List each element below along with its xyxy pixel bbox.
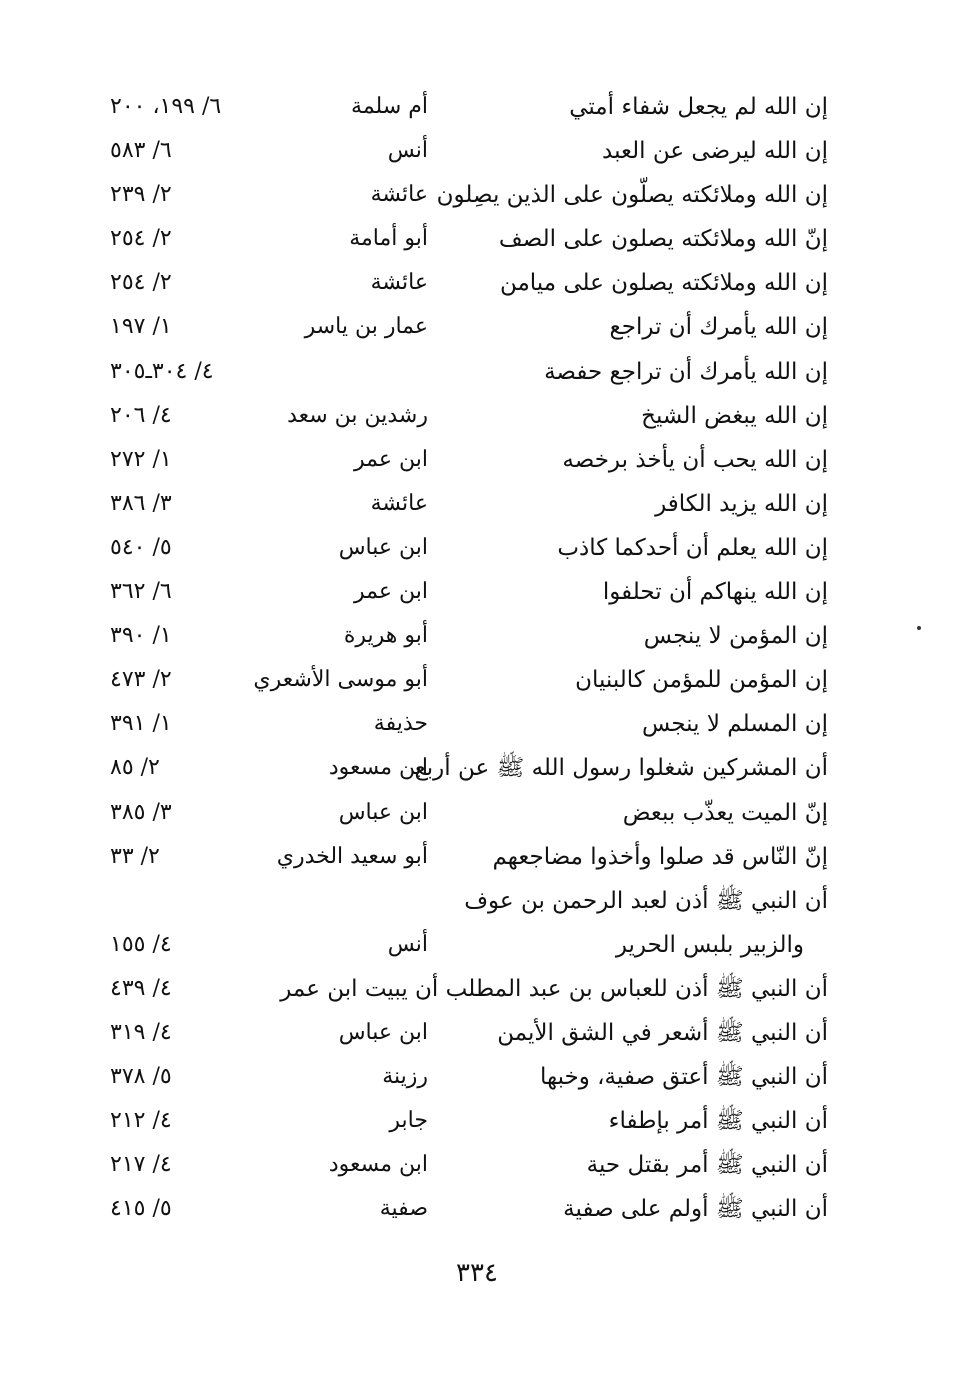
- volume-page-reference: ٦/ ٥٨٣: [110, 138, 172, 164]
- hadith-text: أن النبي ﷺ أذن لعبد الرحمن بن عوف: [464, 887, 828, 914]
- volume-page-reference: ٣/ ٣٨٥: [110, 799, 172, 825]
- volume-page-reference: ٥/ ٣٧٨: [110, 1064, 172, 1090]
- narrator-name: ابن مسعود: [328, 1152, 428, 1178]
- hadith-text: إن الله يأمرك أن تراجع: [609, 314, 828, 341]
- index-row: [0, 482, 954, 526]
- narrator-name: عائشة: [370, 490, 428, 516]
- hadith-text: إنّ الميت يعذّب ببعض: [622, 799, 828, 826]
- hadith-text: أن النبي ﷺ أمر بقتل حية: [586, 1152, 828, 1179]
- hadith-text: أن النبي ﷺ أعتق صفية، وخبها: [539, 1064, 828, 1091]
- index-row: [0, 1187, 954, 1231]
- index-row: [0, 173, 954, 217]
- index-row: [0, 305, 954, 349]
- narrator-name: حذيفة: [373, 711, 428, 737]
- volume-page-reference: ٤/ ١٥٥: [110, 931, 172, 957]
- volume-page-reference: ٥/ ٥٤٠: [110, 534, 172, 560]
- index-row: [0, 261, 954, 305]
- index-row: [0, 1143, 954, 1187]
- index-row: [0, 791, 954, 835]
- index-row: [0, 526, 954, 570]
- volume-page-reference: ٢/ ٣٣: [110, 843, 160, 869]
- volume-page-reference: ٢/ ٨٥: [110, 755, 160, 781]
- narrator-name: أنس: [387, 931, 428, 957]
- hadith-text: إن المسلم لا ينجس: [642, 711, 828, 738]
- narrator-name: رشدين بن سعد: [287, 402, 428, 428]
- narrator-name: عائشة: [370, 182, 428, 208]
- narrator-name: عمار بن ياسر: [304, 314, 428, 340]
- volume-page-reference: ٦/ ١٩٩، ٢٠٠: [110, 94, 222, 119]
- index-row: [0, 570, 954, 614]
- index-row: [0, 835, 954, 879]
- volume-page-reference: ٣/ ٣٨٦: [110, 490, 172, 516]
- index-row: [0, 879, 954, 923]
- index-row: [0, 1011, 954, 1055]
- hadith-text: إن الله وملائكته يصلّون على الذين يصِلون: [436, 182, 828, 209]
- narrator-name: عائشة: [370, 270, 428, 296]
- volume-page-reference: ١/ ٣٩٠: [110, 623, 172, 649]
- index-row: [0, 923, 954, 967]
- volume-page-reference: ٤/ ٢١٧: [110, 1152, 172, 1178]
- hadith-text: إن المؤمن للمؤمن كالبنيان: [575, 667, 828, 694]
- narrator-name: ابن عباس: [338, 799, 428, 825]
- narrator-name: ابن عمر: [354, 446, 428, 472]
- volume-page-reference: ٤/ ٣١٩: [110, 1019, 172, 1045]
- index-row: [0, 129, 954, 173]
- narrator-name: رزينة: [382, 1064, 428, 1090]
- index-row: [0, 394, 954, 438]
- narrator-name: جابر: [389, 1108, 428, 1134]
- hadith-index-list: [0, 85, 954, 1231]
- volume-page-reference: ٤/ ٣٠٤ـ٣٠٥: [110, 358, 214, 384]
- narrator-name: أبو هريرة: [343, 623, 428, 649]
- hadith-text: إنّ الله وملائكته يصلون على الصف: [498, 226, 828, 253]
- volume-page-reference: ١/ ١٩٧: [110, 314, 172, 340]
- hadith-text: إنّ النّاس قد صلوا وأخذوا مضاجعهم: [492, 843, 828, 870]
- volume-page-reference: ١/ ٣٩١: [110, 711, 172, 737]
- stray-mark: [917, 626, 921, 630]
- volume-page-reference: ٤/ ٢٠٦: [110, 402, 172, 428]
- narrator-name: أبو موسى الأشعري: [253, 667, 428, 693]
- hadith-text: إن الله وملائكته يصلون على ميامن: [499, 270, 828, 297]
- index-row: [0, 85, 954, 129]
- volume-page-reference: ٤/ ٤٣٩: [110, 975, 172, 1001]
- index-row: [0, 614, 954, 658]
- narrator-name: أبو أمامة: [349, 226, 428, 252]
- hadith-text: إن الله يزيد الكافر: [655, 490, 828, 517]
- index-row: [0, 702, 954, 746]
- hadith-text: إن الله يبغض الشيخ: [641, 402, 828, 429]
- hadith-text: إن الله يحب أن يأخذ برخصه: [562, 446, 828, 473]
- hadith-text: إن المؤمن لا ينجس: [643, 623, 828, 650]
- narrator-name: ابن مسعود: [328, 755, 428, 781]
- hadith-text: إن الله يأمرك أن تراجع حفصة: [544, 358, 828, 385]
- index-row: [0, 967, 954, 1011]
- hadith-text: إن الله لم يجعل شفاء أمتي: [569, 94, 828, 120]
- volume-page-reference: ٢/ ٢٥٤: [110, 226, 172, 252]
- narrator-name: أبو سعيد الخدري: [276, 843, 428, 869]
- volume-page-reference: ٢/ ٢٥٤: [110, 270, 172, 296]
- narrator-name: أم سلمة: [351, 94, 428, 119]
- index-row: [0, 217, 954, 261]
- volume-page-reference: ٥/ ٤١٥: [110, 1196, 172, 1222]
- hadith-text: والزبير بلبس الحرير: [615, 931, 804, 958]
- volume-page-reference: ٢/ ٢٣٩: [110, 182, 172, 208]
- hadith-text: إن الله ليرضى عن العبد: [602, 138, 828, 165]
- hadith-text: أن النبي ﷺ أذن للعباس بن عبد المطلب أن يبيت ابن عمر: [280, 975, 828, 1002]
- narrator-name: أنس: [387, 138, 428, 164]
- volume-page-reference: ٢/ ٤٧٣: [110, 667, 172, 693]
- hadith-text: إن الله يعلم أن أحدكما كاذب: [557, 534, 828, 561]
- volume-page-reference: ٤/ ٢١٢: [110, 1108, 172, 1134]
- hadith-text: أن النبي ﷺ أمر بإطفاء: [608, 1108, 828, 1135]
- index-row: [0, 1055, 954, 1099]
- index-row: [0, 746, 954, 790]
- hadith-text: أن النبي ﷺ أشعر في الشق الأيمن: [497, 1019, 828, 1046]
- narrator-name: ابن عباس: [338, 1019, 428, 1045]
- volume-page-reference: ١/ ٢٧٢: [110, 446, 172, 472]
- narrator-name: صفية: [379, 1196, 428, 1222]
- index-row: [0, 658, 954, 702]
- index-row: [0, 1099, 954, 1143]
- index-row: [0, 350, 954, 394]
- index-row: [0, 438, 954, 482]
- narrator-name: ابن عمر: [354, 579, 428, 605]
- hadith-text: إن الله ينهاكم أن تحلفوا: [602, 579, 828, 606]
- page-number: ٣٣٤: [456, 1258, 498, 1288]
- volume-page-reference: ٦/ ٣٦٢: [110, 579, 172, 605]
- narrator-name: ابن عباس: [338, 534, 428, 560]
- hadith-text: أن النبي ﷺ أولم على صفية: [563, 1196, 828, 1223]
- hadith-text: أن المشركين شغلوا رسول الله ﷺ عن أربع: [414, 755, 828, 782]
